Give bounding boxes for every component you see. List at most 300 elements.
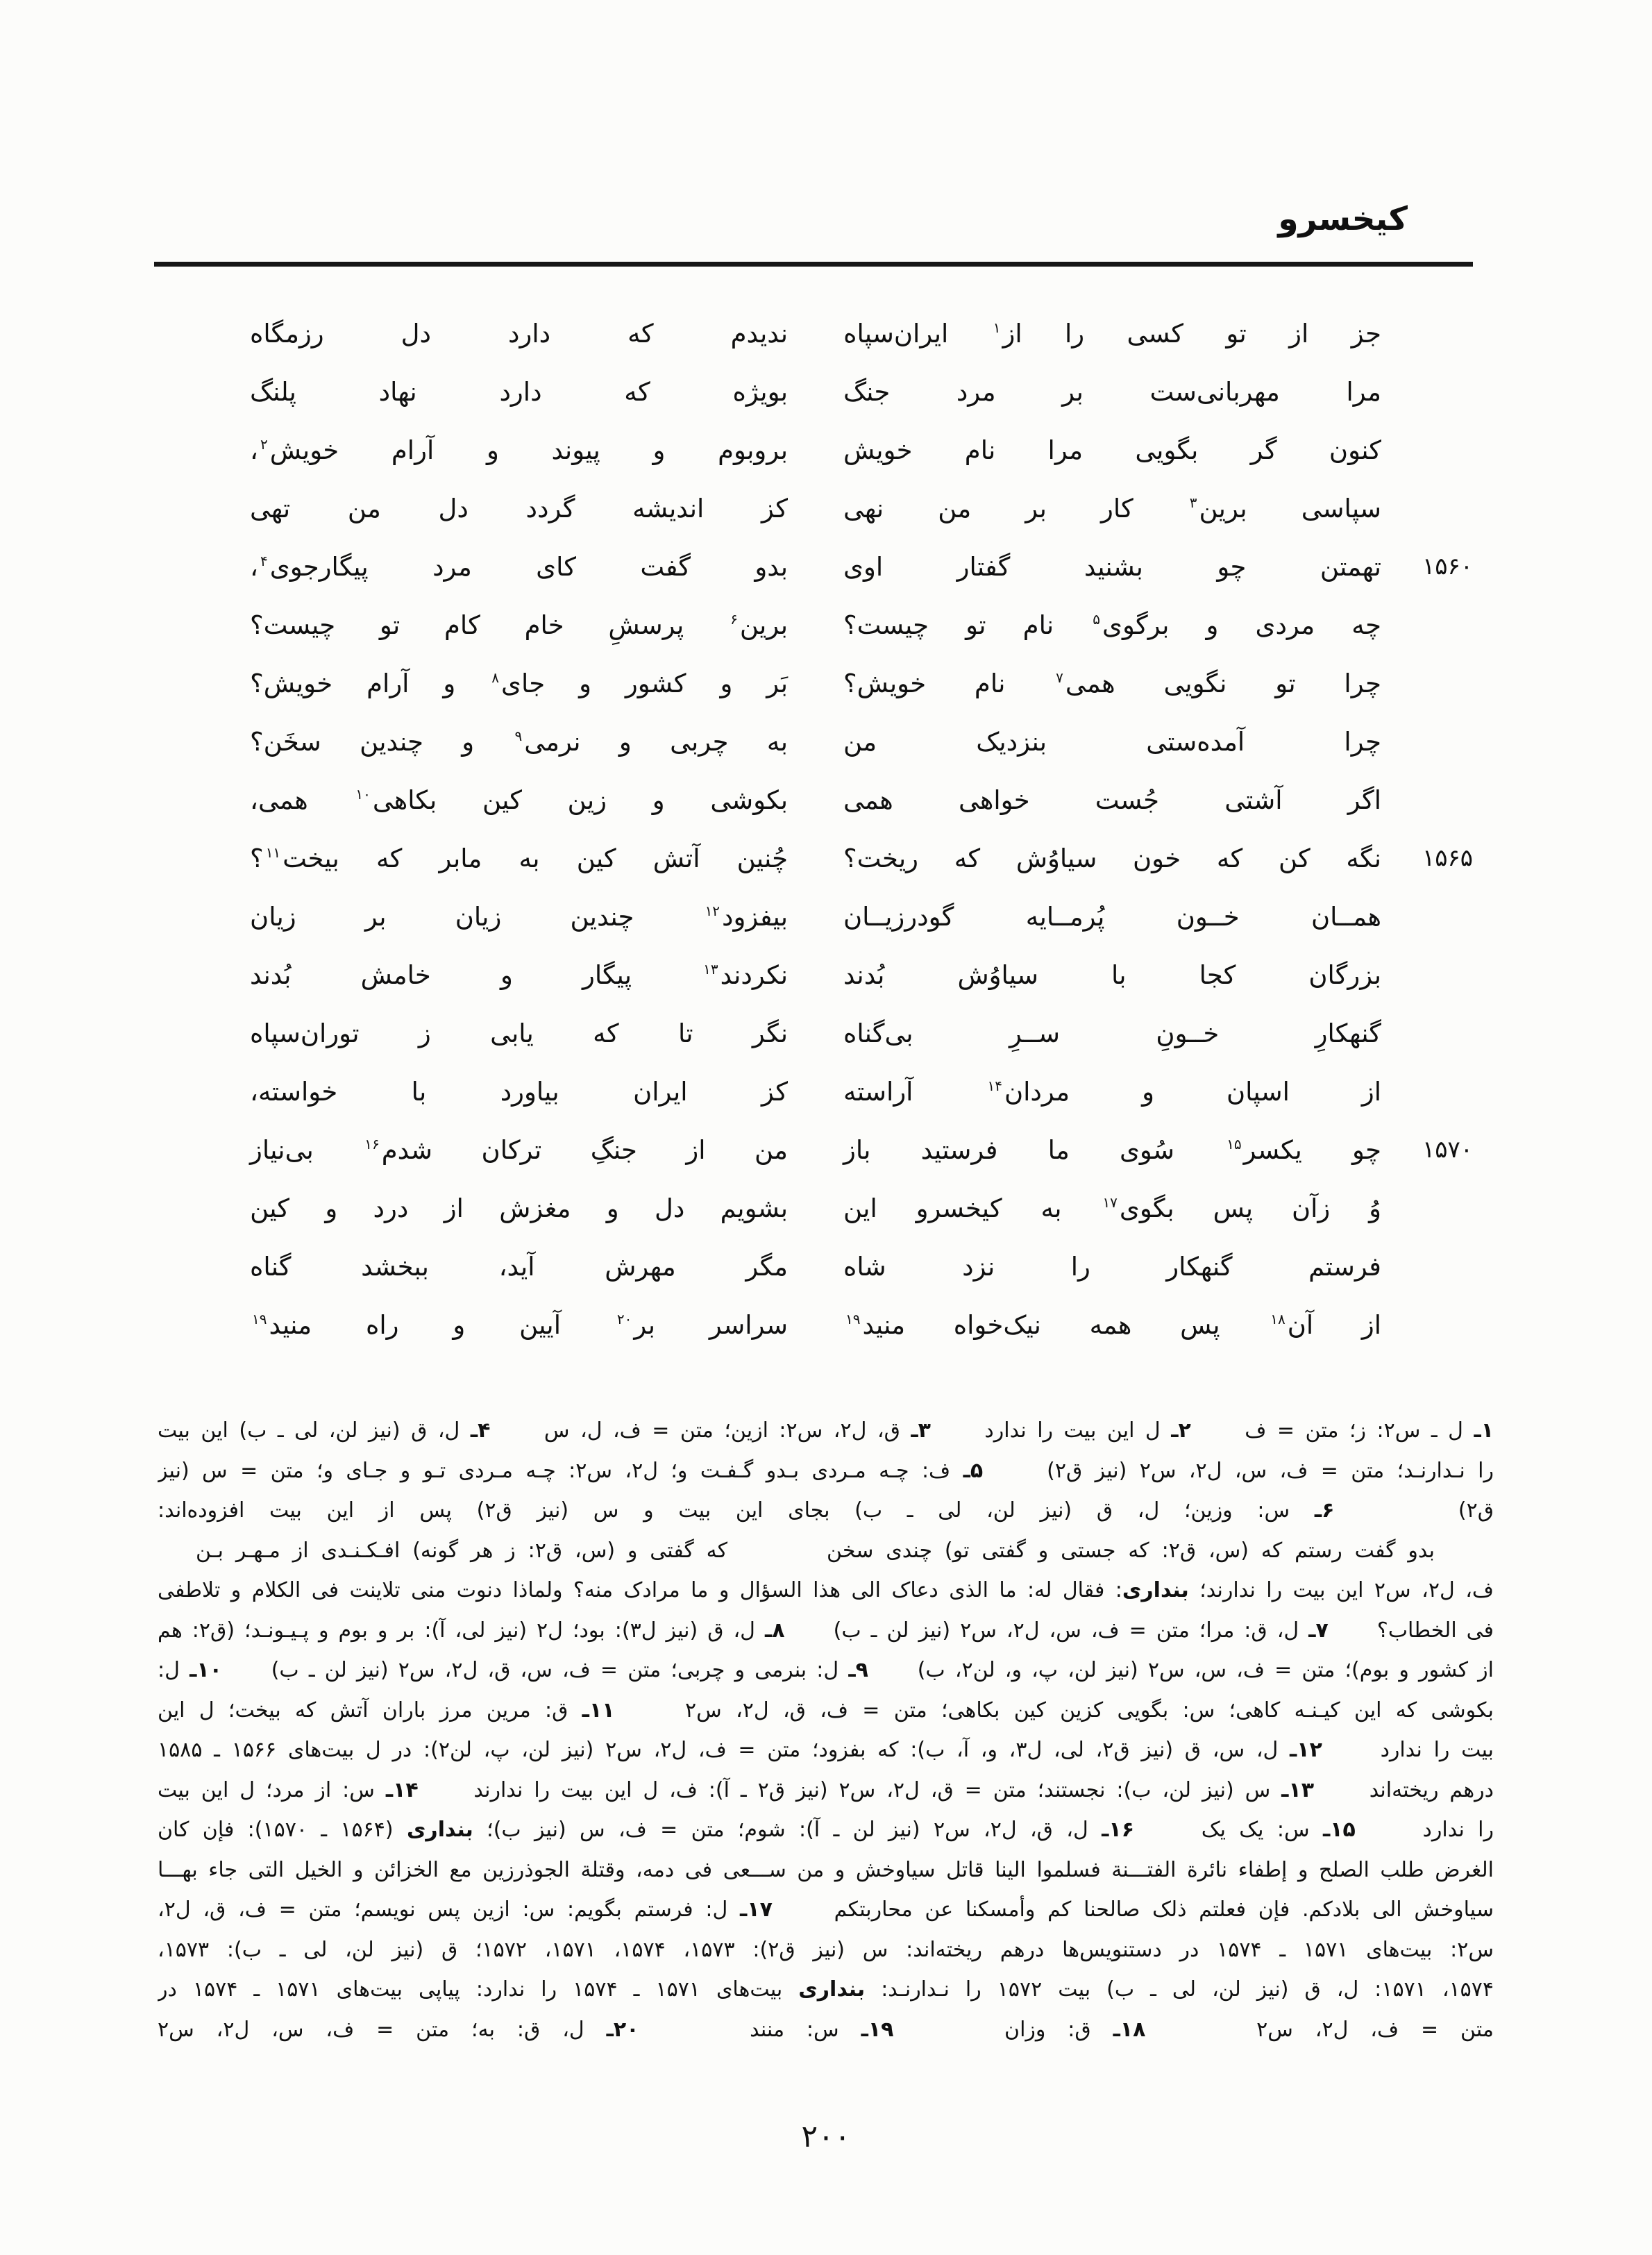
word: نهاد — [378, 376, 417, 407]
word: راه — [365, 1309, 399, 1340]
verse-number: ۱۵۶۵ — [1422, 844, 1473, 872]
word: و — [720, 668, 733, 698]
word: زآن — [1291, 1193, 1331, 1223]
word: از$^۱$ — [993, 318, 1022, 349]
footnote-marker: ۴ — [260, 553, 268, 570]
word: چندین — [570, 901, 634, 932]
couplet-row — [250, 596, 1492, 654]
hemistich-left — [250, 1193, 788, 1223]
couplet-row — [250, 1121, 1492, 1179]
couplet-row — [250, 537, 1492, 596]
word: بگوی$^{۱۷}$ — [1102, 1193, 1174, 1223]
word: من — [843, 726, 877, 757]
word: گودرزیــان — [843, 901, 954, 932]
hemistich-left — [250, 1135, 788, 1165]
word: اوی — [843, 551, 884, 582]
header-rule — [154, 262, 1473, 267]
footnote-line: ۱ـ ل ـ س۲: ز؛ متن = ف ۲ـ ل این بیت را ندارد ۳ـ ق، ل۲، س۲: ازین؛ متن = ف، ل، س ۴ـ ل، ق (نیز لن، لی ـ ب) این بیت — [158, 1418, 1494, 1443]
word: وُ — [1369, 1193, 1381, 1223]
word: خــون — [1176, 901, 1240, 932]
hemistich-right — [843, 1135, 1381, 1165]
footnote-line: ۱۵۷۴، ۱۵۷۱: ل، ق (نیز لن، لی ـ ب) بیت ۱۵۷۲ را نـدارنـد: بنداری بیت‌های ۱۵۷۱ ـ ۱۵۷۴ را ندارد: پیاپی بیت‌های ۱۵۷۱ ـ ۱۵۷۴ در — [158, 1977, 1494, 2002]
word: خام — [524, 610, 564, 640]
word: بَر — [766, 668, 788, 698]
couplet-row — [250, 946, 1492, 1004]
word: نگه — [1346, 843, 1381, 873]
footnote-marker: ۱۶ — [364, 1136, 380, 1153]
footnote-marker: ۷ — [1056, 669, 1063, 687]
word: گردد — [525, 493, 575, 523]
footnote-marker: ۶ — [730, 611, 738, 628]
word: چرا — [1344, 726, 1381, 757]
word: نام — [974, 668, 1006, 698]
hemistich-left — [250, 319, 788, 349]
word: تو — [379, 610, 401, 640]
word: برین$^۶$ — [730, 610, 788, 640]
hemistich-right — [843, 494, 1381, 523]
critical-apparatus — [158, 1411, 1494, 2049]
word: همی — [843, 785, 893, 815]
word: نهی — [843, 493, 884, 523]
word: چُنین — [736, 843, 788, 873]
word: ببخشد — [361, 1251, 429, 1282]
footnote-marker: ۲۰ — [616, 1311, 632, 1328]
word: و — [652, 435, 666, 465]
footnote-marker: ۱۷ — [1102, 1194, 1118, 1212]
word: تهی — [250, 493, 291, 523]
word: که — [624, 376, 650, 407]
footnote-marker: ۱۵ — [1227, 1136, 1242, 1153]
word: ســرِ — [1009, 1018, 1061, 1048]
word: بر — [1062, 376, 1084, 407]
word: که — [1216, 843, 1243, 873]
word: بر$^{۲۰}$ — [616, 1309, 656, 1340]
word: و — [652, 785, 665, 815]
word: سراسر — [709, 1309, 788, 1340]
poem-columns — [250, 304, 1492, 1354]
footnote-line: درهم ریخته‌اند ۱۳ـ س (نیز لن، ب): نجستند؛ متن = ق، ل۲، س۲ (نیز ق۲ ـ آ): ف، ل این بیت را ندارند ۱۴ـ س: از مرد؛ ل این بیت — [158, 1777, 1494, 1802]
word: کز — [761, 1076, 788, 1107]
couplet-row — [250, 654, 1492, 712]
word: مغزش — [499, 1193, 571, 1223]
hemistich-left — [250, 1077, 788, 1107]
word: تهمتن — [1320, 551, 1381, 582]
word: یابی — [490, 1018, 534, 1048]
word: خواهی — [958, 785, 1030, 815]
word: اگر — [1347, 785, 1381, 815]
word: و — [618, 726, 632, 757]
word: خامش — [360, 959, 431, 990]
word: فرستید — [920, 1134, 998, 1165]
chapter-title: کیخسرو — [1278, 200, 1408, 238]
word: مرا — [1047, 435, 1084, 465]
word: مردان$^{۱۴}$ — [987, 1076, 1070, 1107]
hemistich-right — [843, 1018, 1381, 1048]
footnote-marker: ۱۱ — [265, 844, 281, 862]
footnote-marker: ۲ — [260, 436, 268, 453]
footnote-line: فی الخطاب؟ ۷ـ ل، ق: مرا؛ متن = ف، س، ل۲، س۲ (نیز لن ـ ب) ۸ـ ل، ق (نیز ل۳): بود؛ ل۲ (نیز لی، آ): بر و بوم و پـیـونـد؛ (ق۲: هم — [158, 1618, 1494, 1643]
word: از — [686, 1134, 706, 1165]
word: بشنید — [1084, 551, 1143, 582]
couplet-row — [250, 829, 1492, 887]
word: گناه — [250, 1251, 292, 1282]
word: اسپان — [1226, 1076, 1290, 1107]
word: همی، — [250, 785, 308, 815]
word: نام — [964, 435, 996, 465]
hemistich-left — [250, 1018, 788, 1048]
word: ایران — [633, 1076, 688, 1107]
word: و — [1206, 610, 1219, 640]
word: چندین — [360, 726, 423, 757]
footnote-line: سیاوخش الی بلادکم. فإن فعلتم ذلک صالحنا کم وأمسکنا عن محاربتکم ۱۷ـ ل: فرستم بگویم: س: ازین پس نویسم؛ متن = ف، ق، ل۲، — [158, 1897, 1494, 1922]
footnote-marker: ۸ — [491, 669, 499, 687]
word: را — [1065, 318, 1085, 349]
page-number: ۲۰۰ — [801, 2119, 851, 2154]
word: نرمی$^۹$ — [514, 726, 581, 757]
word: بدو — [755, 551, 788, 582]
word: پس — [1213, 1193, 1254, 1223]
word: باز — [843, 1134, 871, 1165]
hemistich-right — [843, 552, 1381, 582]
word: از — [1361, 1309, 1381, 1340]
word: دل — [438, 493, 469, 523]
word: ز — [418, 1018, 431, 1048]
hemistich-left — [250, 960, 788, 990]
word: آید، — [498, 1251, 535, 1282]
word: دارد — [499, 376, 542, 407]
hemistich-right — [843, 785, 1381, 815]
couplet-row — [250, 304, 1492, 362]
word: که — [627, 318, 654, 349]
hemistich-right — [843, 435, 1381, 465]
word: نکردند$^{۱۳}$ — [703, 959, 788, 990]
word: درد — [373, 1193, 409, 1223]
word: بر — [1025, 493, 1047, 523]
word: کیخسرو — [916, 1193, 1002, 1223]
word: بگویی — [1135, 435, 1199, 465]
word: جُست — [1095, 785, 1160, 815]
word: من — [755, 1134, 788, 1165]
word: منید$^{۱۹}$ — [252, 1309, 312, 1340]
word: بی‌گناه — [843, 1018, 913, 1048]
word: پرسشِ — [608, 610, 684, 640]
word: مرد — [956, 376, 996, 407]
couplet-row — [250, 421, 1492, 479]
word: اندیشه — [632, 493, 705, 523]
word: خون — [1133, 843, 1181, 873]
word: کای — [536, 551, 577, 582]
hemistich-left — [250, 552, 788, 582]
word: از — [1289, 318, 1309, 349]
hemistich-right — [843, 902, 1381, 932]
word: گنهکارِ — [1315, 1018, 1381, 1048]
word: بیخت$^{۱۱}$؟ — [250, 843, 339, 873]
word: منید$^{۱۹}$ — [845, 1309, 906, 1340]
word: چو — [1352, 1134, 1381, 1165]
word: چو — [1217, 551, 1247, 582]
hemistich-right — [843, 960, 1381, 990]
hemistich-right — [843, 1077, 1381, 1107]
footnote-line: ف، ل۲، س۲ این بیت را ندارند؛ بنداری: فقال له: ما الذی دعاک الی هذا السؤال و ما مرادک منه؟ ولماذا دنوت منی تلاینت فی الکلام و تلاطفی — [158, 1578, 1494, 1602]
word: بزرگان — [1308, 959, 1381, 990]
word: سخَن؟ — [250, 726, 321, 757]
word: بکوشی — [710, 785, 788, 815]
word: چربی — [670, 726, 729, 757]
word: برگوی$^۵$ — [1093, 610, 1170, 640]
hemistich-right — [843, 1310, 1381, 1340]
hemistich-right — [843, 1193, 1381, 1223]
couplet-row — [250, 1179, 1492, 1237]
word: زیان — [250, 901, 296, 932]
footnote-marker: ۱۲ — [705, 903, 720, 920]
footnote-line: بیت را ندارد ۱۲ـ ل، س، ق (نیز ق۲، لی، ل۳، و، آ، ب): که بفزود؛ متن = ف، ل۲، س۲ (نیز لن، پ، لن۲): در ل بیت‌های ۱۵۶۶ ـ ۱۵۸۵ — [158, 1738, 1494, 1762]
word: تو — [1275, 668, 1296, 698]
word: گنهکار — [1166, 1251, 1233, 1282]
footnote-line: الغرض طلب الصلح و إطفاء نائرة الفتـــنة فسلموا الینا قاتل سیاوخش و من ســـعی فی دمه، وقتلة الجوذرزین مع الخزائن و الخیل التی جاء بهـــا — [158, 1857, 1494, 1882]
word: و — [462, 726, 475, 757]
word: با — [1111, 959, 1127, 990]
couplet-row — [250, 771, 1492, 829]
hemistich-left — [250, 902, 788, 932]
couplet-row — [250, 712, 1492, 771]
footnote-marker: ۳ — [1189, 494, 1197, 512]
hemistich-right — [843, 669, 1381, 698]
word: تا — [677, 1018, 693, 1048]
hemistich-right — [843, 727, 1381, 757]
word: بر — [364, 901, 387, 932]
word: و — [579, 668, 591, 698]
footnote-line: از کشور و بوم)؛ متن = ف، س، س۲ (نیز لن، پ، و، لن۲، ب) ۹ـ ل: بنرمی و چربی؛ متن = ف، س، ق، ل۲، س۲ (نیز لن ـ ب) ۱۰ـ ل: — [158, 1658, 1494, 1682]
word: من — [938, 493, 972, 523]
word: پلنگ — [250, 376, 296, 407]
word: نزد — [962, 1251, 995, 1282]
footnote-line: متن = ف، ل۲، س۲ ۱۸ـ ق: وزان ۱۹ـ س: منند ۲۰ـ ل، ق: به؛ متن = ف، س، ل۲، س۲ — [158, 2017, 1494, 2042]
word: فرستم — [1308, 1251, 1381, 1282]
word: خــونِ — [1156, 1018, 1220, 1048]
footnote-marker: ۹ — [514, 728, 523, 745]
hemistich-right — [843, 610, 1381, 640]
word: به — [766, 726, 788, 757]
word: خویش؟ — [843, 668, 927, 698]
word: جنگ — [843, 376, 891, 407]
word: مهربانی‌ست — [1149, 376, 1280, 407]
word: چرا — [1344, 668, 1381, 698]
word: کار — [1100, 493, 1133, 523]
word: ریخت؟ — [843, 843, 919, 873]
footnote-line: را ندارد ۱۵ـ س: یک یک ۱۶ـ ل، ق، ل۲، س۲ (نیز لن ـ آ): شوم؛ متن = ف، س (نیز ب)؛ بنداری (۱۵۶۴ ـ ۱۵۷۰): فإن کان — [158, 1818, 1494, 1842]
verse-number: ۱۵۶۰ — [1422, 553, 1473, 580]
footnote-marker: ۱۹ — [252, 1311, 267, 1328]
word: سُوی — [1119, 1134, 1175, 1165]
word: و — [453, 1309, 466, 1340]
word: به — [1040, 1193, 1062, 1223]
couplet-row — [250, 1296, 1492, 1354]
word: که — [593, 1018, 619, 1048]
word: که — [376, 843, 403, 873]
word: مگر — [745, 1251, 788, 1282]
word: همــان — [1310, 901, 1381, 932]
footnote-marker: ۱۸ — [1270, 1311, 1286, 1328]
hemistich-right — [843, 377, 1381, 407]
word: کجا — [1199, 959, 1236, 990]
word: پیوند — [551, 435, 600, 465]
word: نگر — [752, 1018, 788, 1048]
word: چه — [1351, 610, 1381, 640]
verse-number: ۱۵۷۰ — [1422, 1136, 1473, 1164]
word: بویژه — [732, 376, 788, 407]
word: و — [443, 668, 456, 698]
word: و — [500, 959, 513, 990]
couplet-row — [250, 362, 1492, 421]
word: برین$^۳$ — [1189, 493, 1247, 523]
couplet-row — [250, 1062, 1492, 1121]
word: چیست؟ — [843, 610, 929, 640]
footnote-marker: ۵ — [1093, 611, 1100, 628]
hemistich-left — [250, 844, 788, 873]
word: کز — [761, 493, 788, 523]
word: پُرمــایه — [1025, 901, 1105, 932]
footnote-line: بدو گفت رستم که (س، ق۲: که جستی و گفتی تو) چندی سخن که گفتی و (س، ق۲: ز هر گونه) افـکـنـدی از مـهـر بـن — [196, 1538, 1435, 1563]
word: مهرش — [605, 1251, 676, 1282]
word: این — [843, 1193, 877, 1223]
couplet-row — [250, 479, 1492, 537]
word: مرا — [1346, 376, 1381, 407]
hemistich-left — [250, 610, 788, 640]
word: بیاورد — [500, 1076, 559, 1107]
footnote-marker: ۱۹ — [845, 1311, 861, 1328]
word: مردی — [1255, 610, 1315, 640]
word: سیاوُش — [1015, 843, 1097, 873]
word: و — [606, 1193, 619, 1223]
word: آشتی — [1224, 785, 1283, 815]
footnote-line: بکوشی که این کیـنـه کاهی؛ س: بگویی کزین کین بکاهی؛ متن = ف، ق، ل۲، س۲ ۱۱ـ ق: مرین مرز باران آتش که بیخت؛ ل این — [158, 1697, 1494, 1722]
word: دارد — [508, 318, 551, 349]
word: کین — [482, 785, 522, 815]
footnote-line: س۲: بیت‌های ۱۵۷۱ ـ ۱۵۷۴ در دستنویس‌ها درهم ریخته‌اند: س (نیز ق۲): ۱۵۷۳، ۱۵۷۴، ۱۵۷۱، ۱۵۷۲؛ ق (نیز لن، لی ـ ب): ۱۵۷۳، — [158, 1937, 1494, 1962]
word: خویش؟ — [250, 668, 333, 698]
word: آرام — [366, 668, 410, 698]
word: کام — [444, 610, 480, 640]
word: کین — [576, 843, 616, 873]
couplet-row — [250, 1237, 1492, 1296]
word: جای$^۸$ — [491, 668, 546, 698]
footnote-line: را نـدارنـد؛ متن = ف، س، ل۲، س۲ (نیز ق۲) ۵ـ ف: چـه مـردی بـدو گـفـت و؛ ل۲، س۲: چـه مـردی تـو و جـای و؛ متن = س (نیز — [158, 1458, 1494, 1483]
word: آن$^{۱۸}$ — [1270, 1309, 1314, 1340]
hemistich-right — [843, 1252, 1381, 1282]
word: ترکان — [481, 1134, 542, 1165]
word: سپاسی — [1301, 493, 1381, 523]
word: به — [519, 843, 540, 873]
word: و — [1142, 1076, 1154, 1107]
hemistich-left — [250, 494, 788, 523]
word: نگویی — [1163, 668, 1227, 698]
word: همی$^۷$ — [1056, 668, 1115, 698]
word: دل — [401, 318, 432, 349]
word: کشور — [625, 668, 686, 698]
word: من — [347, 493, 381, 523]
word: بیفزود$^{۱۲}$ — [705, 901, 788, 932]
word: خویش — [843, 435, 913, 465]
couplet-row — [250, 1004, 1492, 1062]
word: بروبوم — [718, 435, 788, 465]
word: کسی — [1127, 318, 1183, 349]
word: رزمگاه — [250, 318, 324, 349]
word: زین — [567, 785, 607, 815]
couplet-row — [250, 887, 1492, 946]
word: پیگارجوی$^۴$، — [250, 551, 369, 582]
footnote-marker: ۱ — [993, 319, 1001, 337]
hemistich-left — [250, 1252, 788, 1282]
word: چیست؟ — [250, 610, 336, 640]
word: بُدند — [250, 959, 292, 990]
word: بُدند — [843, 959, 885, 990]
word: و — [486, 435, 499, 465]
word: زیان — [455, 901, 502, 932]
hemistich-right — [843, 844, 1381, 873]
word: از — [444, 1193, 464, 1223]
hemistich-left — [250, 727, 788, 757]
word: توران‌سپاه — [250, 1018, 360, 1048]
word: ایران‌سپاه — [843, 318, 949, 349]
word: خواسته، — [250, 1076, 338, 1107]
word: پیگار — [582, 959, 632, 990]
word: مرد — [432, 551, 472, 582]
word: با — [411, 1076, 427, 1107]
word: بشویم — [720, 1193, 788, 1223]
footnote-marker: ۱۳ — [703, 961, 718, 978]
word: آمده‌ستی — [1146, 726, 1245, 757]
word: آتش — [652, 843, 700, 873]
word: همه — [1089, 1309, 1132, 1340]
hemistich-left — [250, 1310, 788, 1340]
word: آرام — [391, 435, 435, 465]
hemistich-left — [250, 435, 788, 465]
word: نام — [1022, 610, 1054, 640]
word: شاه — [843, 1251, 886, 1282]
word: گفتار — [956, 551, 1011, 582]
word: که — [954, 843, 981, 873]
word: شدم$^{۱۶}$ — [364, 1134, 433, 1165]
hemistich-left — [250, 377, 788, 407]
word: تو — [966, 610, 986, 640]
word: نیک‌خواه — [953, 1309, 1041, 1340]
word: آیین — [519, 1309, 561, 1340]
word: سیاوُش — [957, 959, 1038, 990]
word: خویش$^۲$، — [250, 435, 339, 465]
hemistich-right — [843, 319, 1381, 349]
word: را — [1070, 1251, 1090, 1282]
word: دل — [654, 1193, 685, 1223]
word: گفت — [640, 551, 691, 582]
word: گر — [1250, 435, 1277, 465]
word: کن — [1278, 843, 1310, 873]
word: آراسته — [843, 1076, 913, 1107]
word: جز — [1351, 318, 1381, 349]
word: بنزدیک — [976, 726, 1047, 757]
word: بی‌نیاز — [250, 1134, 314, 1165]
footnote-line: ق۲) ۶ـ س: وزین؛ ل، ق (نیز لن، لی ـ ب) بجای این بیت و س (نیز ق۲) پس از این بیت افزوده‌اند: — [158, 1498, 1494, 1523]
word: پس — [1180, 1309, 1220, 1340]
word: کین — [250, 1193, 290, 1223]
word: جنگِ — [590, 1134, 637, 1165]
word: تو — [1226, 318, 1247, 349]
word: یکسر$^{۱۵}$ — [1227, 1134, 1302, 1165]
word: از — [1361, 1076, 1381, 1107]
word: ما — [1047, 1134, 1070, 1165]
word: بکاهی$^{۱۰}$ — [355, 785, 437, 815]
hemistich-left — [250, 785, 788, 815]
word: مابر — [439, 843, 482, 873]
